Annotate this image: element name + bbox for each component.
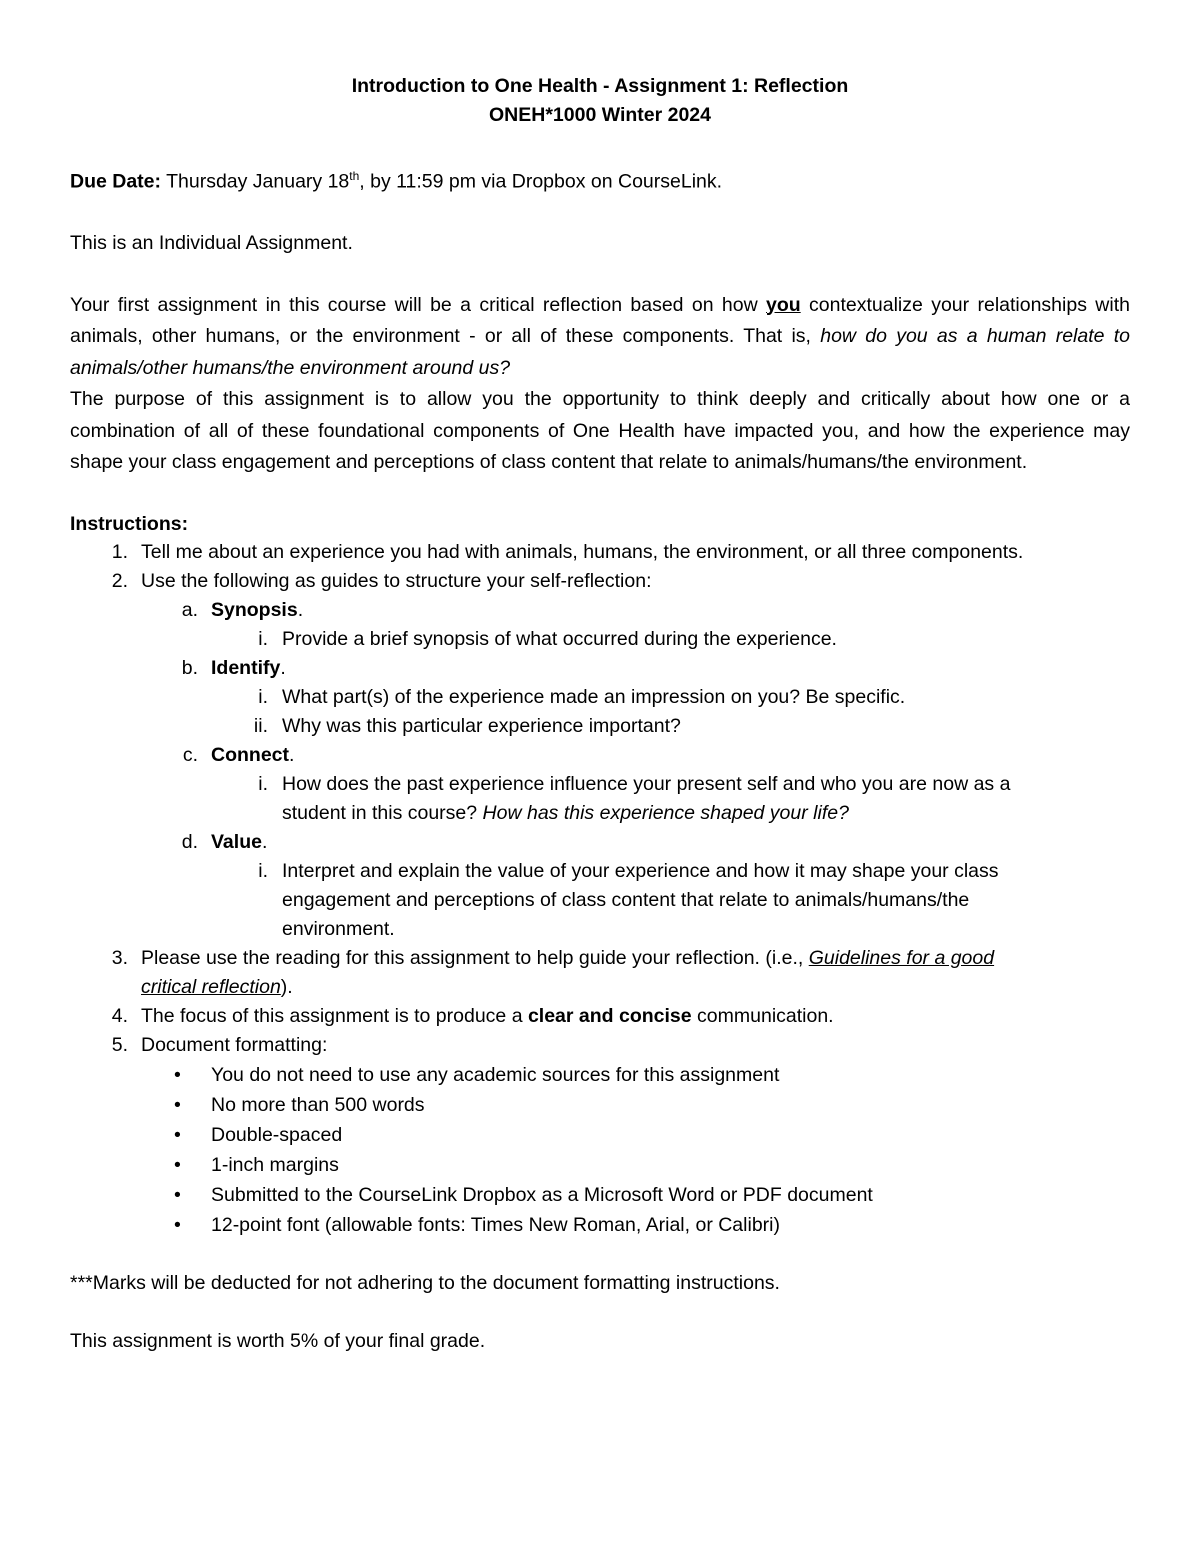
- sub-suffix: .: [297, 598, 304, 621]
- list-text-b: communication.: [691, 1004, 834, 1027]
- intro-paragraph-1: [70, 290, 1130, 385]
- due-date-sup: th: [349, 169, 360, 183]
- sub-item-synopsis: [70, 596, 1130, 625]
- bullet-item: [70, 1090, 1130, 1120]
- sub-sub-text: Why was this particular experience important?: [282, 714, 681, 737]
- sub-sub-text: student in this course?: [282, 801, 483, 824]
- bullet-text: 12-point font (allowable fonts: Times New Roman, Arial, or Calibri): [211, 1213, 780, 1236]
- intro-paragraph-2: The purpose of this assignment is to allow you the opportunity to think deeply and critically about how one or a combination of all of these foundational components of One Health have impacted you, and how the experience may shape your class engagement and perceptions of class content that relate to animals/humans/the environment.: [70, 388, 1130, 473]
- bullet-item: [70, 1180, 1130, 1210]
- list-item: [70, 1002, 1130, 1031]
- sub-sub-item: [70, 683, 1130, 712]
- guidelines-link-cont[interactable]: critical reflection: [141, 975, 281, 998]
- list-text: Use the following as guides to structure your self-reflection:: [141, 569, 652, 592]
- list-text: Please use the reading for this assignment to help guide your reflection. (i.e.,: [141, 946, 809, 969]
- list-item: [70, 538, 1130, 567]
- grade-weight: This assignment is worth 5% of your final grade.: [70, 1329, 486, 1352]
- list-text: ).: [280, 975, 293, 998]
- bullet-item: [70, 1120, 1130, 1150]
- sub-letter: c.: [182, 743, 198, 766]
- sub-label: Synopsis: [211, 598, 298, 621]
- bullet-text: Submitted to the CourseLink Dropbox as a Microsoft Word or PDF document: [211, 1183, 873, 1206]
- sub-suffix: .: [261, 830, 268, 853]
- title-line-2: ONEH*1000 Winter 2024: [488, 104, 711, 126]
- bullet-item: [70, 1060, 1130, 1090]
- sub-sub-item: [70, 857, 1130, 886]
- individual-note: This is an Individual Assignment.: [70, 231, 353, 254]
- sub-sub-text: Provide a brief synopsis of what occurred during the experience.: [282, 627, 837, 650]
- sub-sub-italic: How has this experience shaped your life?: [482, 801, 849, 824]
- title-line-1: Introduction to One Health - Assignment 1: Reflection: [351, 75, 849, 97]
- bullet-item: [70, 1210, 1130, 1240]
- sub-item-identify: [70, 654, 1130, 683]
- intro-you: you: [766, 293, 801, 316]
- due-date-text: Thursday January 18: [161, 170, 350, 193]
- due-date: [70, 162, 1130, 197]
- intro-italic: how do you as a human relate to animals/other humans/the environment around us?: [70, 325, 1130, 379]
- list-number: 2.: [111, 569, 128, 592]
- bullet-text: No more than 500 words: [211, 1093, 425, 1116]
- sub-suffix: .: [280, 656, 286, 679]
- bullet-icon: •: [174, 1063, 181, 1086]
- bullet-icon: •: [174, 1123, 181, 1146]
- due-date-label: Due Date:: [70, 170, 162, 193]
- formatting-warning: ***Marks will be deducted for not adhering to the document formatting instructions.: [70, 1271, 780, 1294]
- sub-sub-text: What part(s) of the experience made an impression on you? Be specific.: [282, 685, 906, 708]
- bullet-icon: •: [174, 1093, 181, 1116]
- sub-letter: d.: [181, 830, 198, 853]
- sub-letter: a.: [181, 598, 198, 621]
- sub-sub-item: [70, 625, 1130, 654]
- sub-sub-item: [70, 712, 1130, 741]
- sub-label: Value: [211, 830, 262, 853]
- bullet-icon: •: [174, 1183, 181, 1206]
- list-number: 3.: [111, 946, 128, 969]
- roman-number: i.: [258, 859, 268, 882]
- list-number: 1.: [111, 540, 128, 563]
- bullet-icon: •: [174, 1213, 181, 1236]
- list-item-cont: [70, 973, 1130, 1002]
- bullet-icon: •: [174, 1153, 181, 1176]
- list-bold: clear and concise: [527, 1004, 692, 1027]
- sub-item-value: [70, 828, 1130, 857]
- due-date-text-2: , by 11:59 pm via Dropbox on CourseLink.: [359, 170, 723, 193]
- document-page: [70, 72, 1130, 1356]
- sub-sub-item: [70, 770, 1130, 799]
- list-item: [70, 944, 1130, 973]
- list-number: 4.: [111, 1004, 128, 1027]
- bullet-text: 1-inch margins: [211, 1153, 339, 1176]
- sub-item-connect: [70, 741, 1130, 770]
- sub-sub-text: How does the past experience influence your present self and who you are now as a: [282, 772, 1011, 795]
- instructions-heading: Instructions:: [70, 512, 189, 535]
- bullet-text: You do not need to use any academic sources for this assignment: [211, 1063, 780, 1086]
- intro-text-a: Your first assignment in this course will be a critical reflection based on how: [70, 293, 767, 316]
- list-number: 5.: [111, 1033, 128, 1056]
- sub-label: Identify: [211, 656, 281, 679]
- sub-label: Connect: [211, 743, 289, 766]
- document-title: [70, 72, 1130, 130]
- roman-number: ii.: [253, 714, 268, 737]
- list-text: Tell me about an experience you had with animals, humans, the environment, or all three components.: [141, 540, 1024, 563]
- roman-number: i.: [258, 685, 268, 708]
- sub-letter: b.: [181, 656, 198, 679]
- sub-sub-item-cont: engagement and perceptions of class content that relate to animals/humans/the: [282, 888, 970, 911]
- list-item: [70, 567, 1130, 596]
- intro-text-b: contextualize your relationships with animals, other humans, or the environment - or all of these components. That is,: [70, 293, 1130, 347]
- bullet-text: Double-spaced: [211, 1123, 343, 1146]
- roman-number: i.: [258, 772, 268, 795]
- bullet-item: [70, 1150, 1130, 1180]
- guidelines-link[interactable]: Guidelines for a good: [808, 946, 995, 969]
- sub-sub-item-cont: environment.: [282, 917, 395, 940]
- sub-sub-item-cont: [70, 799, 1130, 828]
- roman-number: i.: [258, 627, 268, 650]
- list-text: The focus of this assignment is to produce a: [141, 1004, 528, 1027]
- list-item: [70, 1031, 1130, 1060]
- list-text: Document formatting:: [141, 1033, 328, 1056]
- sub-sub-text: Interpret and explain the value of your experience and how it may shape your class: [282, 859, 999, 882]
- sub-suffix: .: [289, 743, 295, 766]
